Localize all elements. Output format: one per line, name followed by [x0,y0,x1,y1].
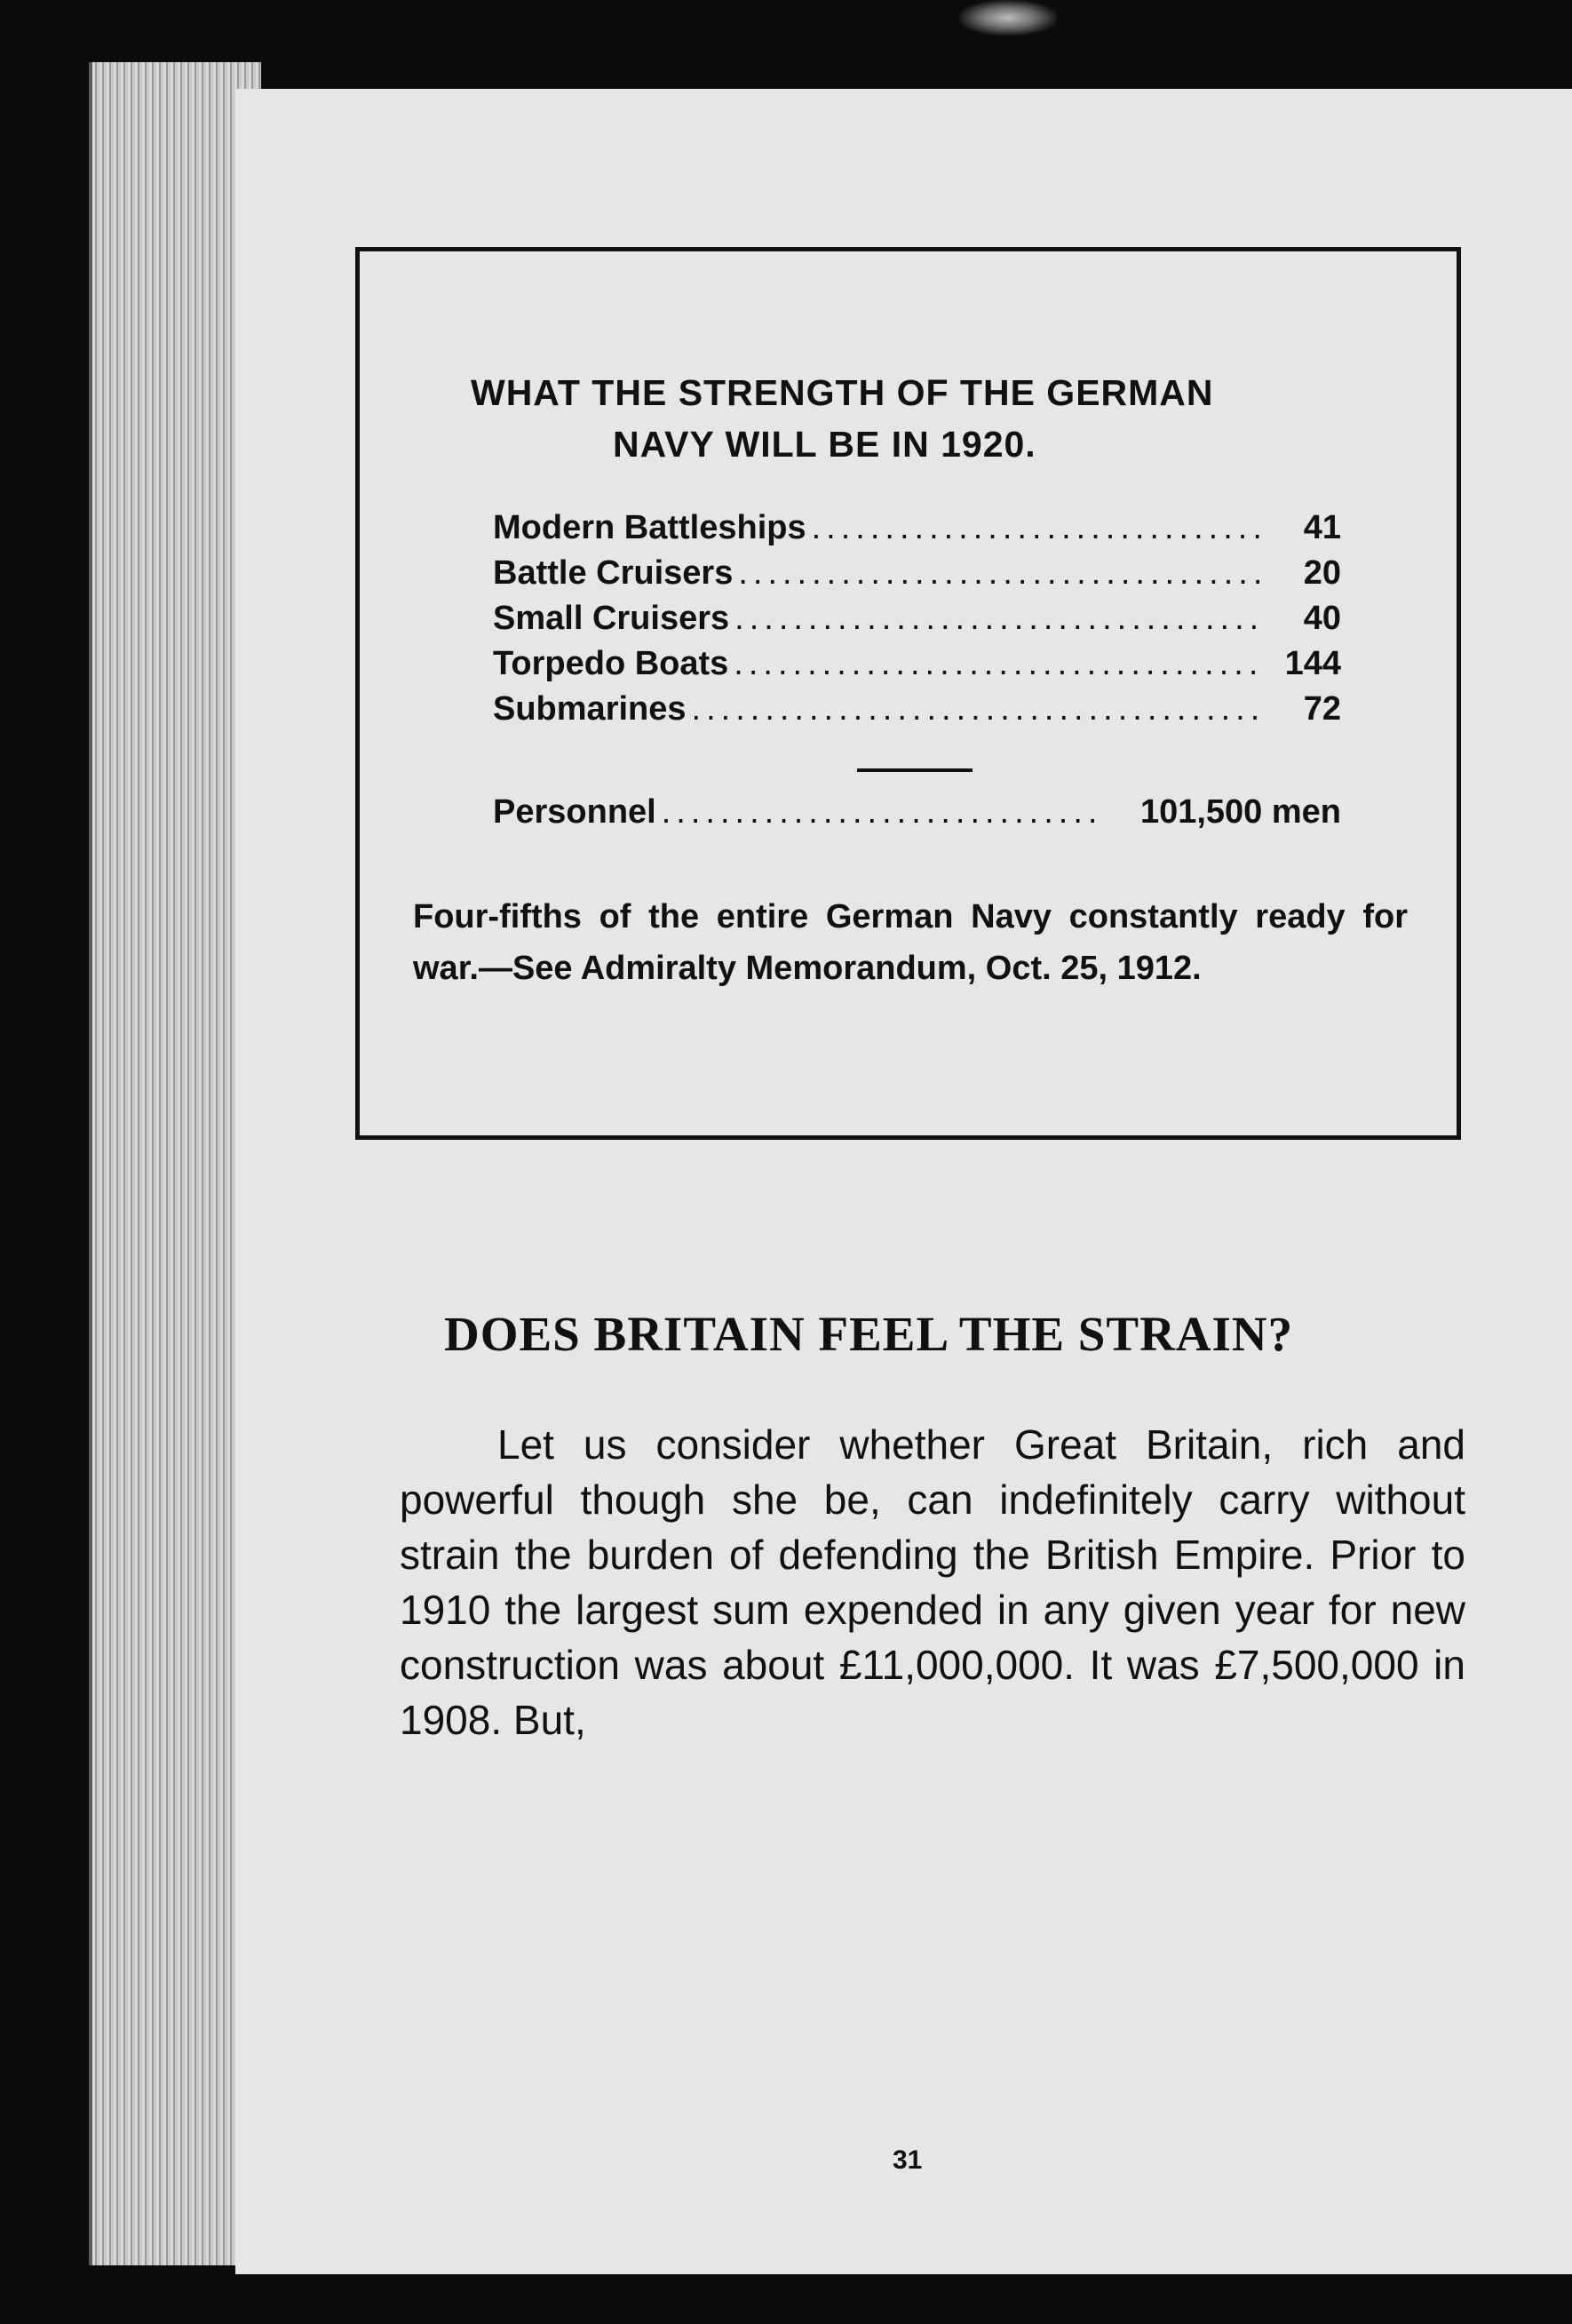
dot-leader [692,690,1265,728]
page-number: 31 [893,2145,923,2175]
box-title [471,367,1359,470]
item-label: Submarines [493,690,687,728]
divider [857,768,973,772]
box-title-line2: NAVY WILL BE IN 1920. [613,424,1036,465]
scan-speck [959,0,1057,36]
dot-leader [662,793,1096,832]
navy-strength-box [355,247,1461,1140]
item-label: Torpedo Boats [493,645,729,682]
item-label: Battle Cruisers [493,554,734,592]
item-label: Small Cruisers [493,600,730,637]
item-label: Modern Battleships [493,509,806,546]
box-note: Four-fifths of the entire German Navy constantly ready for war.—See Admiralty Memorandum, Oct. 25, 1912. [413,898,1408,987]
dot-leader [734,645,1265,683]
list-item [493,600,1341,645]
item-value: 40 [1303,600,1341,637]
body-paragraph: Let us consider whether Great Britain, rich and powerful though she be, can indefinitely carry without strain the burden of defending the British Empire. Prior to 1910 the largest sum expended in any given year for new construction was about £11,000,000. It was £7,500,000 in 1908. But, [400,1421,1465,1743]
personnel-value: 101,500 men [1139,793,1341,831]
list-item [493,509,1341,554]
personnel-row [493,793,1341,832]
section-heading: DOES BRITAIN FEEL THE STRAIN? [444,1307,1294,1361]
item-value: 41 [1303,509,1341,546]
personnel-label: Personnel [493,793,656,831]
list-item [493,645,1341,690]
dot-leader [738,554,1265,593]
item-value: 72 [1303,690,1341,728]
item-value: 144 [1284,645,1341,682]
list-item [493,690,1341,736]
list-item [493,554,1341,600]
dot-leader [812,509,1265,547]
dot-leader [734,600,1265,638]
ship-list [493,509,1341,736]
box-title-line1: WHAT THE STRENGTH OF THE GERMAN [471,372,1214,413]
item-value: 20 [1303,554,1341,592]
